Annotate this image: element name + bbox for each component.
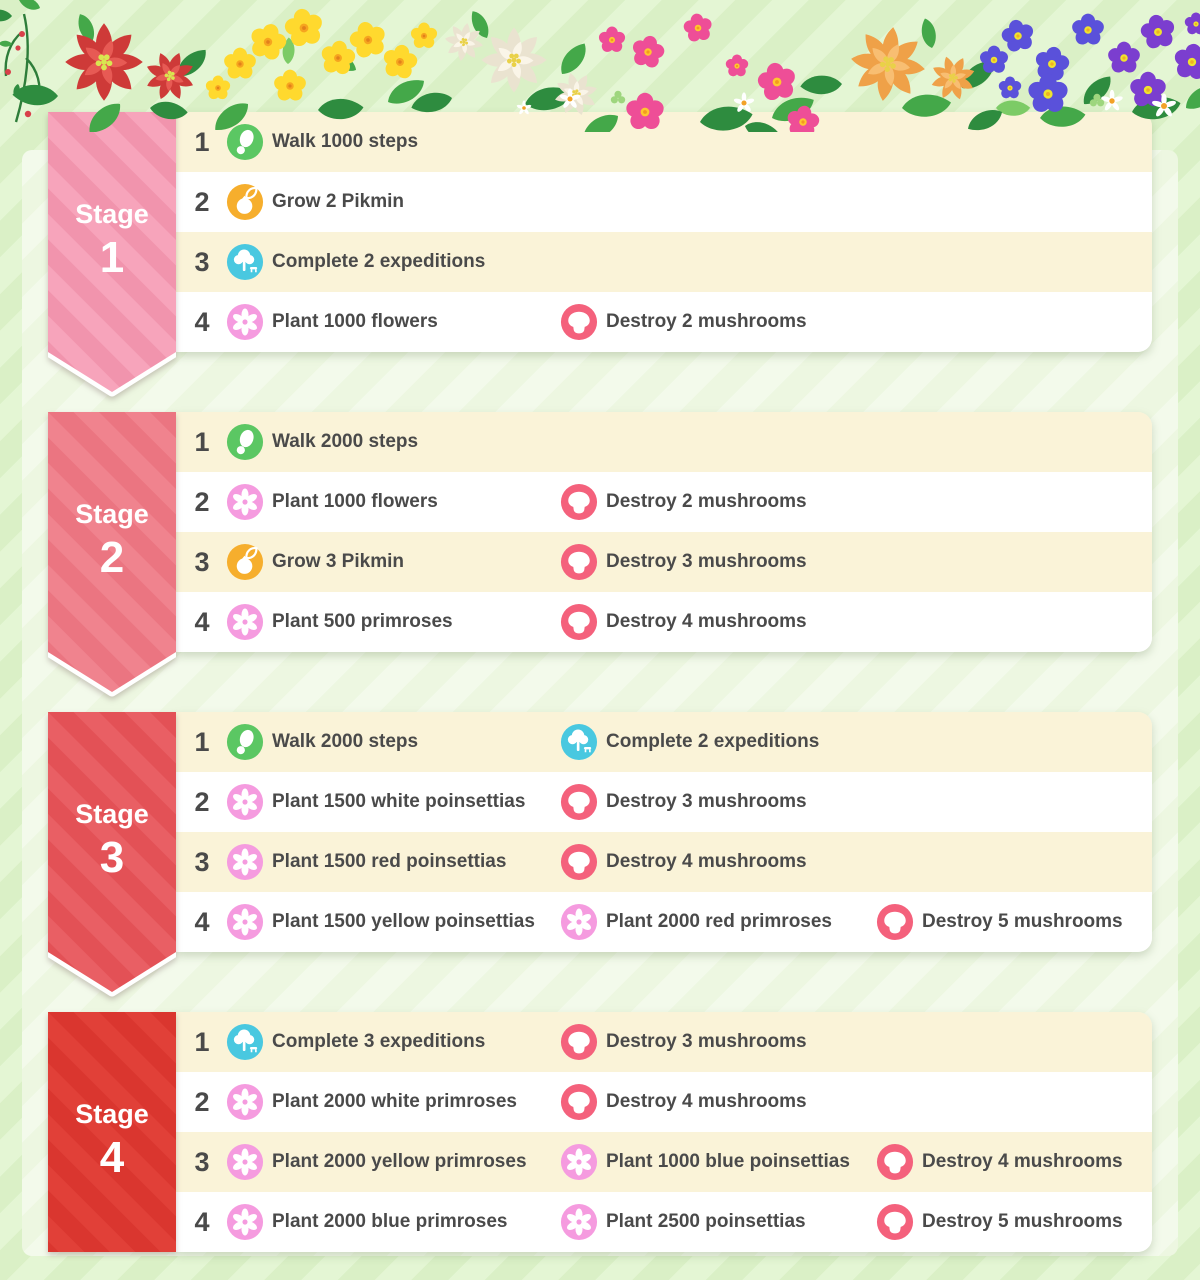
task [226,832,506,892]
plant-flower-icon [226,1143,264,1181]
plant-flower-icon [226,1083,264,1121]
task-label: Destroy 2 mushrooms [606,311,807,332]
destroy-mushroom-icon [560,483,598,521]
task-label: Walk 1000 steps [272,131,419,152]
task-label: Plant 2000 yellow primroses [272,1151,527,1172]
row-number: 2 [194,787,210,817]
stage-ribbon [48,712,176,1000]
task-label: Grow 2 Pikmin [272,191,404,212]
task-row [176,772,1152,832]
task [560,1072,807,1132]
stage-label: Stage [75,1099,149,1129]
row-number: 3 [194,1147,210,1177]
row-number: 2 [194,487,210,517]
task-row [176,1072,1152,1132]
task-label: Walk 2000 steps [272,731,419,752]
task-label: Destroy 2 mushrooms [606,491,807,512]
destroy-mushroom-icon [560,1083,598,1121]
plant-flower-icon [560,1203,598,1241]
row-number: 3 [194,247,210,277]
task [876,1132,1123,1192]
row-number: 3 [194,547,210,577]
task [560,592,807,652]
row-number: 2 [194,187,210,217]
destroy-mushroom-icon [876,903,914,941]
task-label: Plant 1500 white poinsettias [272,791,526,812]
task-row [176,592,1152,652]
task [560,472,807,532]
expedition-icon [226,1023,264,1061]
stage-number: 3 [99,833,125,882]
task-label: Destroy 3 mushrooms [606,1031,807,1052]
task-row [176,892,1152,952]
task-label: Grow 3 Pikmin [272,551,404,572]
task-row [176,1192,1152,1252]
task-row [176,1132,1152,1192]
task-row [176,1012,1152,1072]
task-row [176,832,1152,892]
task-row [176,172,1152,232]
task-label: Plant 1500 yellow poinsettias [272,911,535,932]
expedition-icon [226,243,264,281]
task-label: Destroy 4 mushrooms [606,1091,807,1112]
task-label: Plant 1500 red poinsettias [272,851,507,872]
destroy-mushroom-icon [560,543,598,581]
plant-flower-icon [226,903,264,941]
task [226,112,418,172]
stage-ribbon [48,412,176,700]
task [226,772,525,832]
task-table [176,1012,1152,1252]
destroy-mushroom-icon [560,783,598,821]
task [226,472,438,532]
task-label: Plant 2000 blue primroses [272,1211,508,1232]
task-row [176,532,1152,592]
task-label: Plant 2500 poinsettias [606,1211,806,1232]
stage-number: 1 [99,233,125,282]
task-label: Plant 1000 blue poinsettias [606,1151,850,1172]
grow-pikmin-icon [226,183,264,221]
destroy-mushroom-icon [876,1143,914,1181]
task [560,1192,806,1252]
task [876,1192,1123,1252]
destroy-mushroom-icon [560,303,598,341]
task-label: Plant 1000 flowers [272,491,438,512]
plant-flower-icon [226,603,264,641]
task [226,592,453,652]
task [560,712,819,772]
task-row [176,112,1152,172]
stage-label: Stage [75,499,149,529]
task-table [176,712,1152,952]
task-row [176,472,1152,532]
plant-flower-icon [226,303,264,341]
destroy-mushroom-icon [876,1203,914,1241]
destroy-mushroom-icon [560,603,598,641]
task [226,532,404,592]
stage-ribbon [48,112,176,400]
task [226,232,485,292]
walk-icon [226,423,264,461]
expedition-icon [560,723,598,761]
task [226,712,418,772]
stage-label: Stage [75,199,149,229]
destroy-mushroom-icon [560,843,598,881]
walk-icon [226,123,264,161]
task [226,1132,527,1192]
plant-flower-icon [560,1143,598,1181]
plant-flower-icon [560,903,598,941]
grow-pikmin-icon [226,543,264,581]
task [226,1192,508,1252]
stage-number: 2 [99,533,125,582]
task-label: Destroy 4 mushrooms [606,851,807,872]
task [560,1012,807,1072]
task-label: Complete 2 expeditions [272,251,486,272]
task [226,172,404,232]
stage-number: 4 [99,1133,125,1182]
task-label: Destroy 3 mushrooms [606,551,807,572]
task-table [176,412,1152,652]
task-label: Walk 2000 steps [272,431,419,452]
task-table [176,112,1152,352]
row-number: 4 [194,1207,210,1237]
task [560,292,807,352]
task [226,892,535,952]
row-number: 1 [194,127,210,157]
task-label: Destroy 3 mushrooms [606,791,807,812]
task-row [176,292,1152,352]
plant-flower-icon [226,1203,264,1241]
task [560,832,807,892]
task [876,892,1123,952]
task [226,1012,485,1072]
task-label: Plant 2000 white primroses [272,1091,517,1112]
row-number: 1 [194,427,210,457]
task-label: Complete 2 expeditions [606,731,820,752]
task [560,1132,850,1192]
plant-flower-icon [226,483,264,521]
stage-label: Stage [75,799,149,829]
task-row [176,712,1152,772]
task-label: Plant 1000 flowers [272,311,438,332]
task [226,1072,517,1132]
task-label: Plant 2000 red primroses [606,911,832,932]
task-label: Destroy 4 mushrooms [922,1151,1123,1172]
row-number: 4 [194,607,210,637]
row-number: 2 [194,1087,210,1117]
destroy-mushroom-icon [560,1023,598,1061]
row-number: 1 [194,1027,210,1057]
walk-icon [226,723,264,761]
task [226,412,418,472]
task [560,772,807,832]
row-number: 4 [194,307,210,337]
row-number: 4 [194,907,210,937]
task-label: Destroy 5 mushrooms [922,1211,1123,1232]
row-number: 1 [194,727,210,757]
task-label: Destroy 5 mushrooms [922,911,1123,932]
task-label: Plant 500 primroses [272,611,453,632]
plant-flower-icon [226,843,264,881]
task-label: Destroy 4 mushrooms [606,611,807,632]
task [560,532,807,592]
task-row [176,412,1152,472]
task-label: Complete 3 expeditions [272,1031,486,1052]
row-number: 3 [194,847,210,877]
task-row [176,232,1152,292]
plant-flower-icon [226,783,264,821]
task [560,892,832,952]
stage-ribbon [48,1012,176,1252]
task [226,292,438,352]
